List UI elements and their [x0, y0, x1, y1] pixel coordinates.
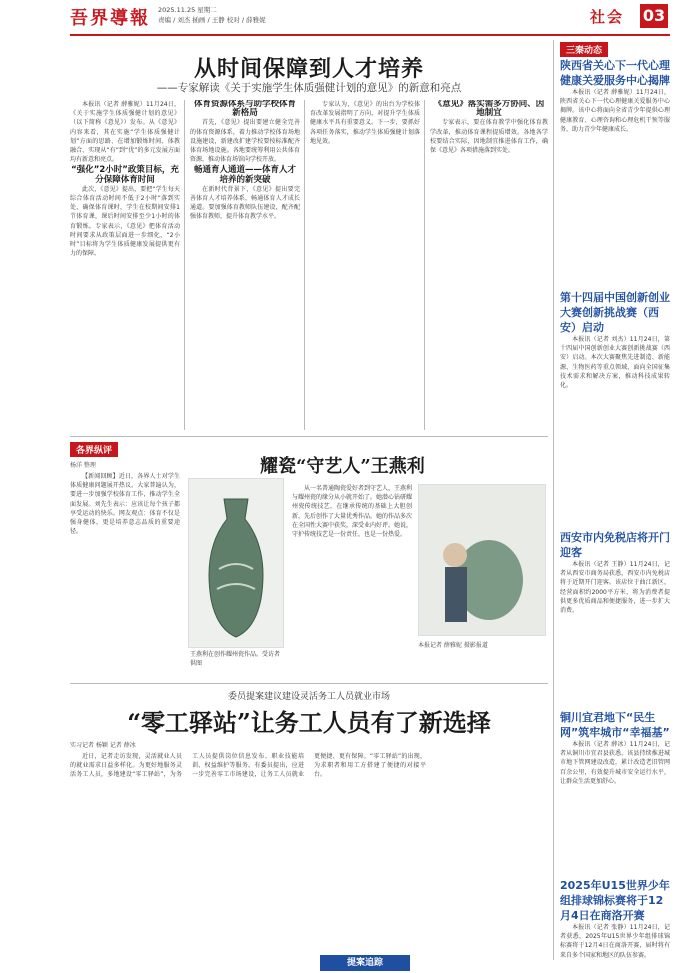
masthead-rule: [70, 34, 670, 36]
column-divider: [304, 100, 305, 430]
artisan-icon: [419, 485, 545, 635]
lead-body-5: 专家表示，要在体育教学中强化体育教学改革，推动体育课程提质增效。各地各学校要结合实际，因地制宜推进体育工作，确保《意见》各项措施落到实处。: [430, 119, 548, 155]
column-divider: [553, 40, 554, 960]
lower-text: 近日，记者走访发现，灵活就业人员的就业需求日益多样化。为更好地服务灵活务工人员，多地建设“零工驿站”，为务工人员提供岗位信息发布、职业技能培训、权益维护等服务。有委员提出，应进一步完善零工市场建设，让务工人员就业更便捷、更有保障。“零工驿站”的出现，为求职者和用工方搭建了便捷的对接平台。: [70, 753, 426, 779]
right-item-text: 本报讯（记者 张静）11月24日，记者获悉，2025年U15世界少年组排球锦标赛将于12月4日在商洛开赛，届时将有来自多个国家和地区的队伍参赛。: [560, 924, 670, 959]
lead-subhead-2: 体育资源体系与助学校体育新格局: [193, 100, 296, 119]
right-item-title: 第十四届中国创新创业大赛创新挑战赛（西安）启动: [560, 291, 670, 334]
column-divider: [184, 100, 185, 430]
feature-byline: 本报记者 薛雅妮 摄影报道: [418, 642, 488, 649]
right-item-body: [560, 335, 670, 535]
lead-column-2: [190, 100, 300, 430]
lead-subhead-4: 《意见》落实需多方协同、因地制宜: [433, 100, 545, 119]
right-item-title: 陕西省关心下一代心理健康关爱服务中心揭牌: [560, 59, 670, 87]
sidebar-banner: 各界纵评: [70, 442, 118, 457]
right-item-text: 本报讯（记者 薛雅妮）11月24日，陕西省关心下一代心理健康关爱服务中心揭牌。该中心将面向全省青少年提供心理健康教育、心理咨询和心理危机干预等服务，助力青少年健康成长。: [560, 89, 670, 133]
lead-column-3: [310, 100, 420, 430]
right-banner: 三秦动态: [560, 42, 608, 57]
right-item-4: [560, 710, 670, 850]
section-divider: [70, 436, 548, 437]
right-item-text: 本报讯（记者 薛冰）11月24日，记者从铜川市宜君县获悉，该县持续推进城市地下管网建设改造，累计改造老旧管网百余公里，有效提升城市安全运行水平，让群众生活更加舒心。: [560, 741, 670, 785]
vase-icon: [189, 479, 283, 647]
lead-body-2: 首先，《意见》提出要建立健全完善的体育资源体系，着力推动学校体育场地设施建设，新建改扩建学校要按标准配齐体育场地设施。各地要统筹利用公共体育资源，推动体育场馆向学校开放。: [190, 119, 300, 164]
right-item-1: [560, 58, 670, 263]
feature-body: [292, 484, 412, 644]
right-item-body: [560, 923, 670, 973]
right-item-2: [560, 290, 670, 535]
newspaper-logo: 吾界導報: [70, 8, 150, 29]
right-item-5: [560, 878, 670, 973]
lead-column-1: [70, 100, 180, 430]
section-name: 社会: [590, 8, 625, 26]
lead-subhead-1: “强化”2小时”政策目标，充分保障体育时间: [71, 165, 179, 185]
right-item-body: [560, 88, 670, 263]
feature-title: 耀瓷“守艺人”王燕利: [260, 456, 425, 477]
lead-body-3: 在新时代背景下，《意见》提出要完善体育人才培养体系，畅通体育人才成长通道。要加强体育教师队伍建设，配齐配强体育教师，提升体育教学水平。: [190, 185, 300, 221]
lower-body: [70, 752, 548, 952]
sidebar-byline: 杨洋 整理: [70, 462, 96, 469]
column-divider: [424, 100, 425, 430]
right-item-text: 本报讯（记者 王静）11月24日，记者从西安市商务局获悉，西安市内免税店将于近期开门迎客。该店位于曲江新区，经营面积约2000平方米，将为消费者提供更多优质商品和便捷服务，进一步扩大消费。: [560, 561, 670, 615]
lead-subheadline: ——专家解读《关于实施学生体质强健计划的意见》的新意和亮点: [156, 82, 462, 94]
photo-caption: 王燕利在创作耀州瓷作品。受访者供图: [190, 651, 281, 667]
sidebar-text: 【新闻回顾】近日，各界人士对学生体质健康问题展开热议。大家普遍认为，要进一步加强学校体育工作，推动学生全面发展。刘先生表示：应该让每个孩子都享受运动的快乐。网友观点：体育不仅是强身健体，更是培养意志品质的重要途径。: [70, 473, 180, 536]
issue-date: 2025.11.25 星期二: [158, 6, 217, 14]
artisan-photo: [418, 484, 546, 636]
masthead: [0, 0, 700, 34]
right-item-body: [560, 740, 670, 850]
sidebar-body: [70, 472, 180, 677]
vase-photo: [188, 478, 284, 648]
editor-line: 责编 / 刘杰 插画 / 王静 校对 / 薛雅妮: [158, 16, 266, 24]
page-number: 03: [640, 4, 668, 28]
section-divider: [70, 683, 548, 684]
lead-column-4: [430, 100, 548, 430]
lead-body-4: 专家认为，《意见》的出台为学校体育改革发展指明了方向，对提升学生体质健康水平具有重要意义。下一步，要抓好各项任务落实，推动学生体质强健计划落地见效。: [310, 101, 420, 145]
lower-headline: “零工驿站”让务工人员有了新选择: [127, 708, 491, 737]
right-item-body: [560, 560, 670, 695]
right-item-3: [560, 530, 670, 695]
lead-subhead-3: 畅通育人通道——体育人才培养的新突破: [193, 165, 296, 185]
right-item-text: 本报讯（记者 刘杰）11月24日，第十四届中国创新创业大赛创新挑战赛（西安）启动。本次大赛聚焦先进制造、新能源、生物医药等重点领域，面向全国征集技术需求和解决方案，推动科技成果转化。: [560, 336, 670, 390]
right-item-title: 西安市内免税店将开门迎客: [560, 531, 670, 559]
lead-body-1: 此次，《意见》提出，要把“学生每天综合体育活动时间不低于2小时”落到实处，确保体育课时，学生在校期间安排1节体育课，课后时间安排至少1小时的体育锻炼。专家表示，《意见》把体育活动时间要求从政策层面进一步细化，“2小时”目标将为学生体质健康发展提供更有力的保障。: [70, 185, 180, 258]
right-item-title: 铜川宜君地下“民生网”筑牢城市“幸福基”: [560, 711, 670, 739]
lead-headline: 从时间保障到人才培养: [193, 56, 424, 82]
feature-text: 从一名普通陶瓷爱好者到守艺人，王燕利与耀州瓷的缘分从小就开始了。她潜心钻研耀州瓷传统技艺，在继承传统的基础上大胆创新，先后创作了大量优秀作品。她的作品多次在全国性大赛中获奖，深受业内好评。她说，守护传统技艺是一份责任，也是一份热爱。: [292, 485, 412, 539]
right-item-title: 2025年U15世界少年组排球锦标赛将于12月4日在商洛开赛: [560, 879, 670, 922]
lead-intro: 本报讯（记者 薛雅妮）11月24日，《关于实施学生体质强健计划的意见》（以下简称《意见》）发布。从《意见》内容来看，其在实施“学生体质强健计划”方面的思路、在增加锻炼时间、体教融合、实现从“有”到“优”的多元发展方面均有新意和亮点。: [70, 101, 180, 164]
lower-kicker: 委员提案建议建设灵活务工人员就业市场: [227, 692, 390, 702]
lower-byline: 实习记者 杨颖 记者 薛冰: [70, 742, 136, 749]
footer-tag: 提案追踪: [320, 955, 410, 971]
